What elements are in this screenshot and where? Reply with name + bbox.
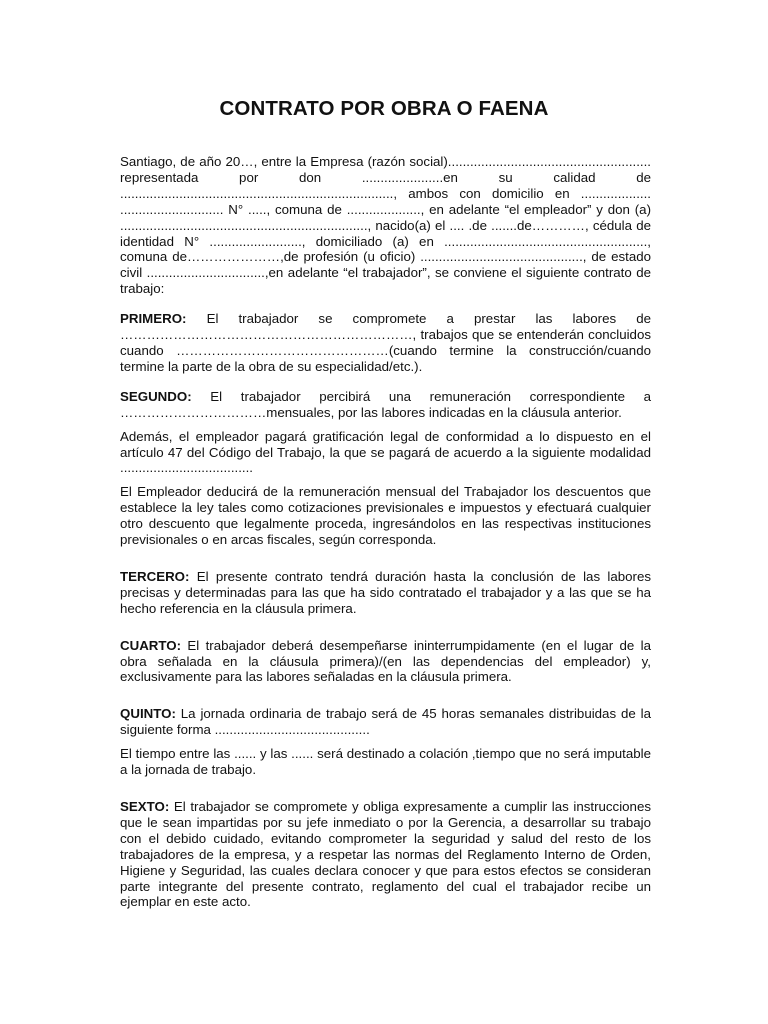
clause-label: CUARTO:	[120, 637, 182, 653]
document-body	[120, 154, 651, 910]
clause-label: SEXTO:	[120, 799, 170, 814]
clause-text: El trabajador percibirá una remuneración correspondiente a ……………………………mensuales, por las labores indicadas en la cláusula anterior.	[120, 388, 651, 420]
clause-text: El trabajador se compromete y obliga expresamente a cumplir las instrucciones que le sean impartidas por su jefe inmediato o por la Gerencia, a desarrollar su trabajo con el debido cuidado, evitando comprometer la seguridad y salud del resto de los trabajadores de la empresa, y a respetar las normas del Reglamento Interno de Orden, Higiene y Seguridad, las cuales declara conocer y que para estos efectos se consideran parte integrante del presente contrato, reglamento del cual el trabajador recibe un ejemplar en este acto.	[120, 799, 651, 910]
clause-text: El presente contrato tendrá duración hasta la conclusión de las labores precisas y determinadas para las que ha sido contratado el trabajador y a las que se ha hecho referencia en la cláusula primera.	[120, 568, 651, 616]
clause-label: TERCERO:	[120, 568, 190, 584]
clause-text: El tiempo entre las ...... y las ...... será destinado a colación ,tiempo que no será imputable a la jornada de trabajo.	[120, 746, 651, 778]
clause-label: QUINTO:	[120, 706, 176, 722]
clause-label: PRIMERO:	[120, 311, 187, 327]
clause-segundo	[120, 389, 651, 421]
clause-text: Además, el empleador pagará gratificación legal de conformidad a lo dispuesto en el artículo 47 del Código del Trabajo, la que se pagará de acuerdo a la siguiente modalidad ....................................	[120, 428, 651, 476]
clause-cuarto	[120, 638, 651, 686]
document-title: CONTRATO POR OBRA O FAENA	[219, 97, 549, 120]
clause-label: SEGUNDO:	[120, 388, 192, 404]
clause-colacion	[120, 746, 651, 778]
clause-text: El Empleador deducirá de la remuneración mensual del Trabajador los descuentos que establece la ley tales como cotizaciones previsionales e impuestos y efectuará cualquier otro descuento que legalmente proceda, ingresándolos en las respectivas instituciones previsionales o en arcas fiscales, según corresponda.	[120, 484, 651, 548]
clause-text: El trabajador se compromete a prestar las labores de …………………………………………………………, trabajos que se entenderán concluidos cuando …………………………………………(cuando termine la construcción/cuando termine la parte de la obra de su especialidad/etc.).	[120, 311, 651, 374]
clause-gratificacion	[120, 429, 651, 477]
clause-tercero	[120, 569, 651, 617]
clause-quinto	[120, 706, 651, 738]
clause-text: La jornada ordinaria de trabajo será de 45 horas semanales distribuidas de la siguiente forma ..........................................	[120, 706, 651, 738]
clause-primero	[120, 311, 651, 375]
clause-text: El trabajador deberá desempeñarse ininterrumpidamente (en el lugar de la obra señalada en la cláusula primera)/(en las dependencias del empleador) y, exclusivamente para las labores señaladas en la cláusula primera.	[120, 637, 651, 685]
clause-sexto	[120, 799, 651, 910]
intro-paragraph: Santiago, de año 20…, entre la Empresa (razón social)....................................................... representada por don ......................en su calidad de .........................................................................., ambos con domicilio en ................... ............................ N° ....., comuna de ...................., en adelante “el empleador” y don (a) ..................................................................., nacido(a) el .... .de .......de…………, cédula de identidad N° ........................., domiciliado (a) en ......................................................., comuna de…………………,de profesión (u oficio) ............................................, de estado civil ................................,en adelante “el trabajador”, se conviene el siguiente contrato de trabajo:	[120, 154, 651, 297]
clause-descuentos	[120, 484, 651, 548]
